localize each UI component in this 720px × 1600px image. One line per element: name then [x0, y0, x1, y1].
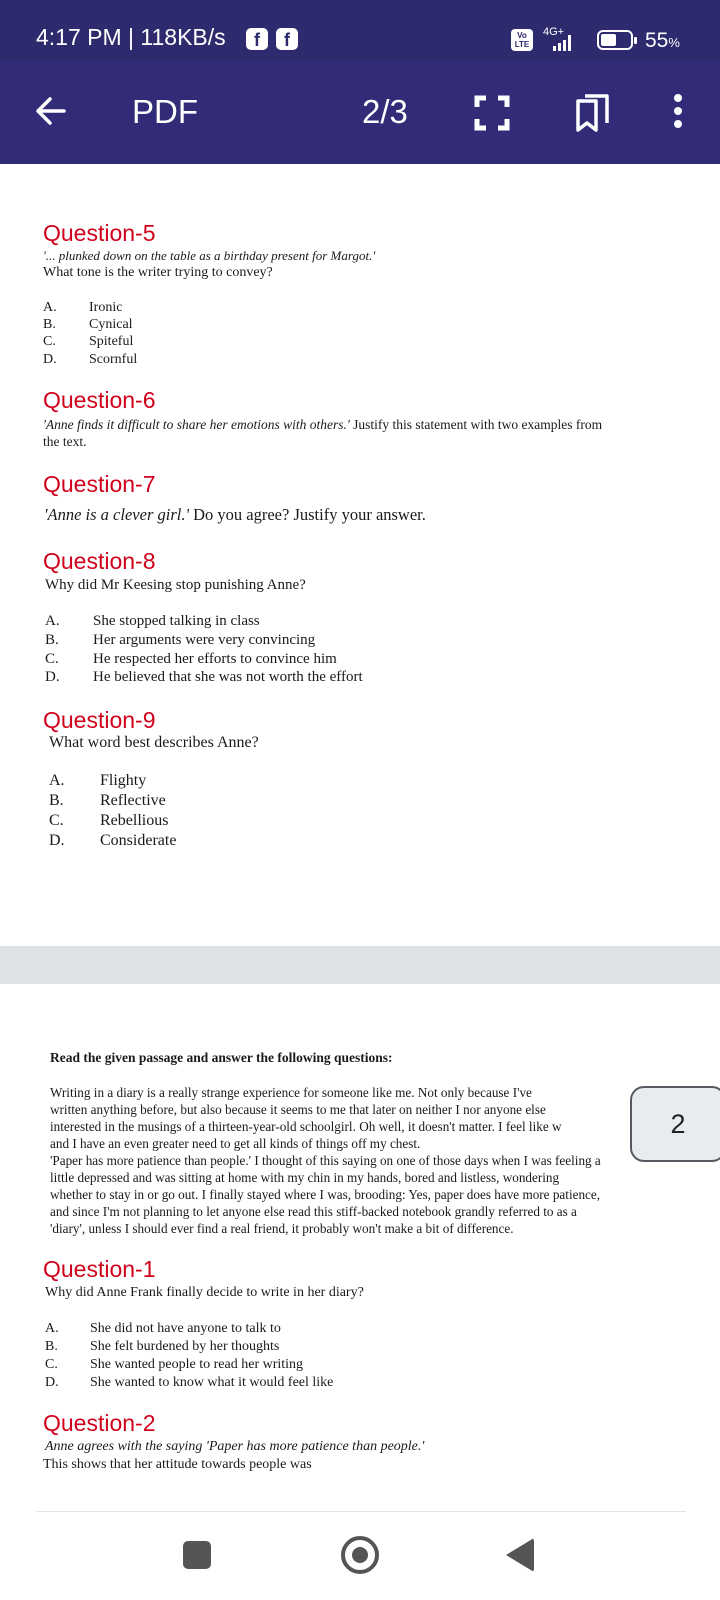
option-letter: A.	[45, 613, 60, 629]
option-text: Reflective	[100, 792, 166, 809]
question-6-heading: Question-6	[43, 387, 156, 413]
question-6-text	[43, 417, 602, 433]
option-letter: C.	[49, 812, 64, 829]
page-indicator[interactable]: 2/3	[362, 93, 408, 130]
option-text: Considerate	[100, 832, 177, 849]
signal-bar-2	[558, 43, 561, 51]
question-6-quote: 'Anne finds it difficult to share her emotions with others.'	[43, 417, 350, 432]
option-text: Cynical	[89, 317, 133, 332]
signal-bar-1	[553, 46, 556, 51]
passage-line: 'Paper has more patience than people.' I thought of this saying on one of those days when I was feeling a	[50, 1153, 601, 1168]
option-letter: B.	[45, 1339, 58, 1354]
question-5-quote: '... plunked down on the table as a birthday present for Margot.'	[43, 248, 376, 263]
question-6-text-1: Justify this statement with two examples from	[349, 417, 603, 432]
question-9-heading: Question-9	[43, 707, 156, 733]
question-6-text-2: the text.	[43, 434, 87, 449]
option-letter: C.	[43, 334, 56, 349]
volte-icon	[511, 29, 533, 51]
system-nav-bar	[0, 1512, 720, 1600]
option-letter: D.	[45, 1375, 59, 1390]
question-8-prompt: Why did Mr Keesing stop punishing Anne?	[45, 577, 306, 593]
option-letter: B.	[49, 792, 64, 809]
battery-icon	[597, 30, 633, 50]
option-letter: A.	[45, 1321, 59, 1336]
passage-instruction: Read the given passage and answer the following questions:	[50, 1050, 393, 1065]
option-text: He respected her efforts to convince him	[93, 651, 337, 667]
question-9-prompt: What word best describes Anne?	[49, 734, 259, 751]
question-1-prompt: Why did Anne Frank finally decide to write in her diary?	[45, 1285, 364, 1300]
battery-fill	[601, 34, 616, 46]
option-text: Rebellious	[100, 812, 169, 829]
question-7-heading: Question-7	[43, 471, 156, 497]
passage-line: and I have an even greater need to get all kinds of things off my chest.	[50, 1136, 421, 1151]
question-2-quote: Anne agrees with the saying 'Paper has more patience than people.'	[45, 1439, 425, 1454]
option-text: Scornful	[89, 352, 138, 367]
battery-value: 55	[645, 29, 669, 52]
option-letter: A.	[49, 772, 65, 789]
network-type: 4G+	[543, 26, 565, 38]
question-2-prompt: This shows that her attitude towards people was	[43, 1457, 312, 1472]
back-triangle-icon[interactable]	[506, 1538, 534, 1572]
option-text: Spiteful	[89, 334, 134, 349]
option-text: Flighty	[100, 772, 147, 789]
option-letter: C.	[45, 651, 59, 667]
signal-bar-4	[568, 35, 571, 51]
option-text: She felt burdened by her thoughts	[90, 1339, 280, 1354]
battery-unit: %	[668, 35, 680, 50]
home-circle-icon[interactable]	[341, 1536, 379, 1574]
passage-line: Writing in a diary is a really strange experience for someone like me. Not only because I've	[50, 1085, 532, 1100]
option-text: Ironic	[89, 300, 123, 315]
facebook-icon: f	[246, 28, 268, 50]
option-text: She wanted to know what it would feel like	[90, 1375, 334, 1390]
question-8-heading: Question-8	[43, 548, 156, 574]
passage-line: and since I'm not planning to let anyone else read this stiff-backed notebook grandly referred to as a	[50, 1204, 577, 1219]
facebook-icon: f	[276, 28, 298, 50]
status-time: 4:17 PM | 118KB/s	[36, 24, 226, 50]
question-7-quote: 'Anne is a clever girl.'	[44, 505, 189, 524]
signal-icon	[539, 26, 577, 54]
battery-nub	[634, 37, 637, 44]
fullscreen-icon[interactable]	[474, 95, 510, 131]
passage-line: little depressed and was sitting at home with my chin in my hands, bored and listless, wondering	[50, 1170, 560, 1185]
option-letter: A.	[43, 300, 57, 315]
status-bar	[0, 0, 720, 62]
passage-line: written anything before, but also because it seems to me that later on neither I nor anyone else	[50, 1102, 546, 1117]
question-7-prompt: Do you agree? Justify your answer.	[188, 505, 426, 524]
option-letter: B.	[43, 317, 56, 332]
question-5-heading: Question-5	[43, 220, 156, 246]
passage-line: whether to stay in or go out. I finally stayed where I was, brooding: Yes, paper does have more patience,	[50, 1187, 601, 1202]
passage-line: 'diary', unless I should ever find a real friend, it probably won't make a bit of difference.	[50, 1221, 514, 1236]
back-arrow-icon[interactable]	[34, 94, 68, 128]
battery-percent	[645, 29, 680, 53]
option-letter: D.	[45, 669, 60, 685]
volte-label: Vo LTE	[514, 31, 530, 49]
app-bar	[0, 62, 720, 164]
option-text: She stopped talking in class	[93, 613, 260, 629]
pdf-page-lower	[0, 984, 720, 1512]
page-number-badge[interactable]: 2	[630, 1086, 720, 1162]
option-text: She wanted people to read her writing	[90, 1357, 304, 1372]
signal-bar-3	[563, 40, 566, 51]
more-vert-icon[interactable]	[672, 94, 684, 132]
option-text: Her arguments were very convincing	[93, 632, 316, 648]
app-title: PDF	[132, 93, 198, 130]
option-text: He believed that she was not worth the effort	[93, 669, 363, 685]
question-1-heading: Question-1	[43, 1256, 156, 1282]
page-separator	[0, 946, 720, 984]
question-5-prompt: What tone is the writer trying to convey?	[43, 265, 273, 280]
option-text: She did not have anyone to talk to	[90, 1321, 281, 1336]
question-7-text	[44, 505, 426, 525]
option-letter: D.	[49, 832, 65, 849]
option-letter: D.	[43, 352, 57, 367]
recents-square-icon[interactable]	[183, 1541, 211, 1569]
passage-line: interested in the musings of a thirteen-year-old schoolgirl. Oh well, it doesn't matter. I feel like w	[50, 1119, 562, 1134]
bookmark-icon[interactable]	[574, 93, 612, 133]
question-2-heading: Question-2	[43, 1410, 156, 1436]
option-letter: C.	[45, 1357, 58, 1372]
pdf-page-upper	[0, 164, 720, 946]
option-letter: B.	[45, 632, 59, 648]
